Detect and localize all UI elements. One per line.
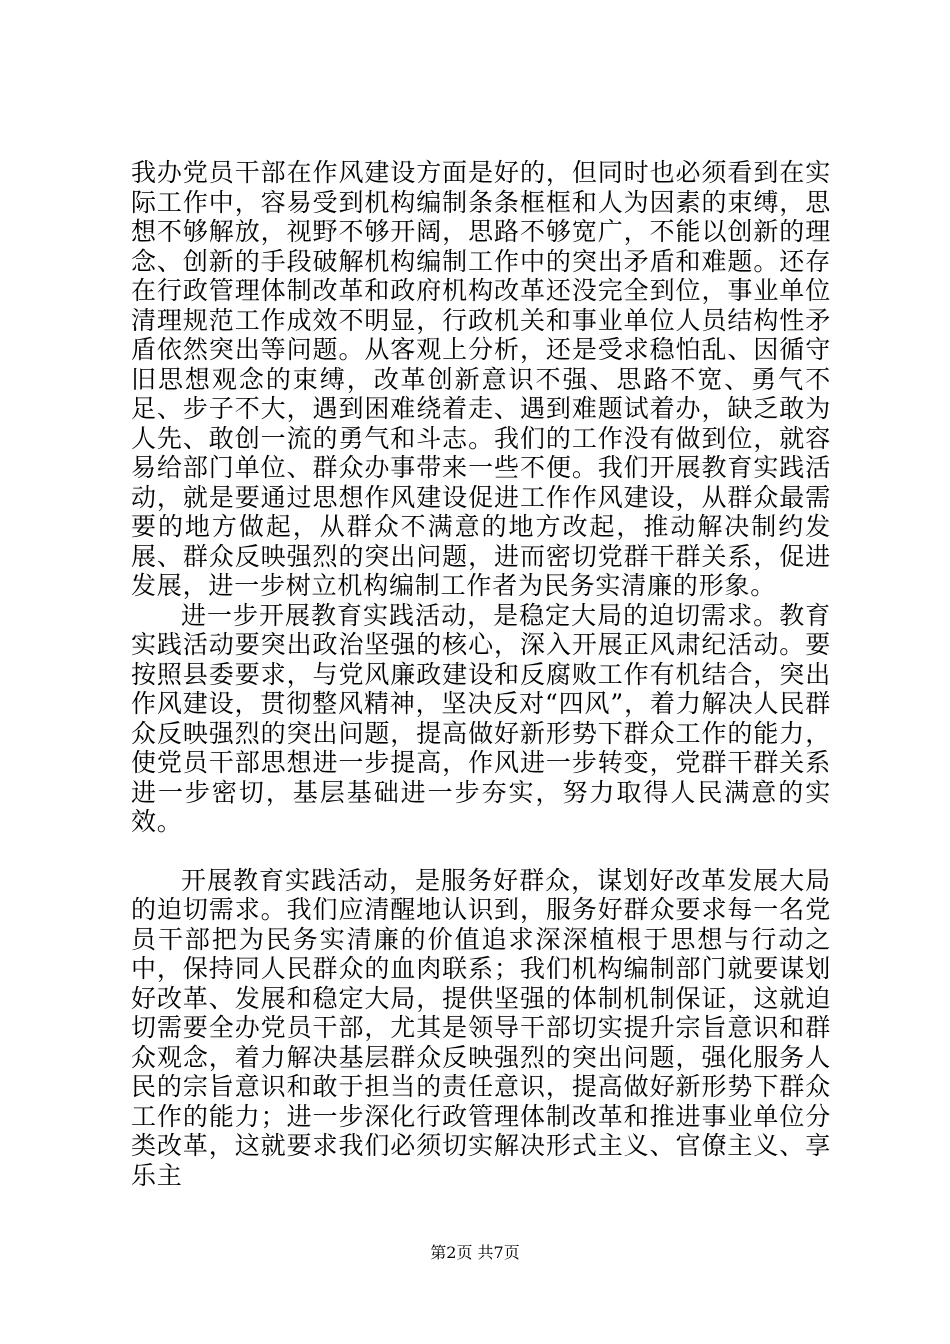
paragraph-3: 开展教育实践活动，是服务好群众，谋划好改革发展大局的迫切需求。我们应清醒地认识到，服务好群众要求每一名党员干部把为民务实清廉的价值追求深深植根于思想与行动之中，保持同人民群众的血肉联系；我们机构编制部门就要谋划好改革、发展和稳定大局，提供坚强的体制机制保证，这就迫切需要全办党员干部，尤其是领导干部切实提升宗旨意识和群众观念，着力解决基层群众反映强烈的突出问题，强化服务人民的宗旨意识和敢于担当的责任意识，提高做好新形势下群众工作的能力；进一步深化行政管理体制改革和推进事业单位分类改革，这就要求我们必须切实解决形式主义、官僚主义、享乐主 [131,865,831,1190]
paragraph-1: 我办党员干部在作风建设方面是好的，但同时也必须看到在实际工作中，容易受到机构编制条条框框和人为因素的束缚，思想不够解放，视野不够开阔，思路不够宽广，不能以创新的理念、创新的手段破解机构编制工作中的突出矛盾和难题。还存在行政管理体制改革和政府机构改革还没完全到位，事业单位清理规范工作成效不明显，行政机关和事业单位人员结构性矛盾依然突出等问题。从客观上分析，还是受求稳怕乱、因循守旧思想观念的束缚，改革创新意识不强、思路不宽、勇气不足、步子不大，遇到困难绕着走、遇到难题试着办，缺乏敢为人先、敢创一流的勇气和斗志。我们的工作没有做到位，就容易给部门单位、群众办事带来一些不便。我们开展教育实践活动，就是要通过思想作风建设促进工作作风建设，从群众最需要的地方做起，从群众不满意的地方改起，推动解决制约发展、群众反映强烈的突出问题，进而密切党群干群关系，促进发展，进一步树立机构编制工作者为民务实清廉的形象。 [131,158,831,600]
page-footer: 第2页 共7页 [430,1243,520,1262]
document-body [131,158,831,1190]
paragraph-2: 进一步开展教育实践活动，是稳定大局的迫切需求。教育实践活动要突出政治坚强的核心，深入开展正风肃纪活动。要按照县委要求，与党风廉政建设和反腐败工作有机结合，突出作风建设，贯彻整风精神，坚决反对“四风”，着力解决人民群众反映强烈的突出问题，提高做好新形势下群众工作的能力，使党员干部思想进一步提高，作风进一步转变，党群干群关系进一步密切，基层基础进一步夯实，努力取得人民满意的实效。 [131,600,831,836]
